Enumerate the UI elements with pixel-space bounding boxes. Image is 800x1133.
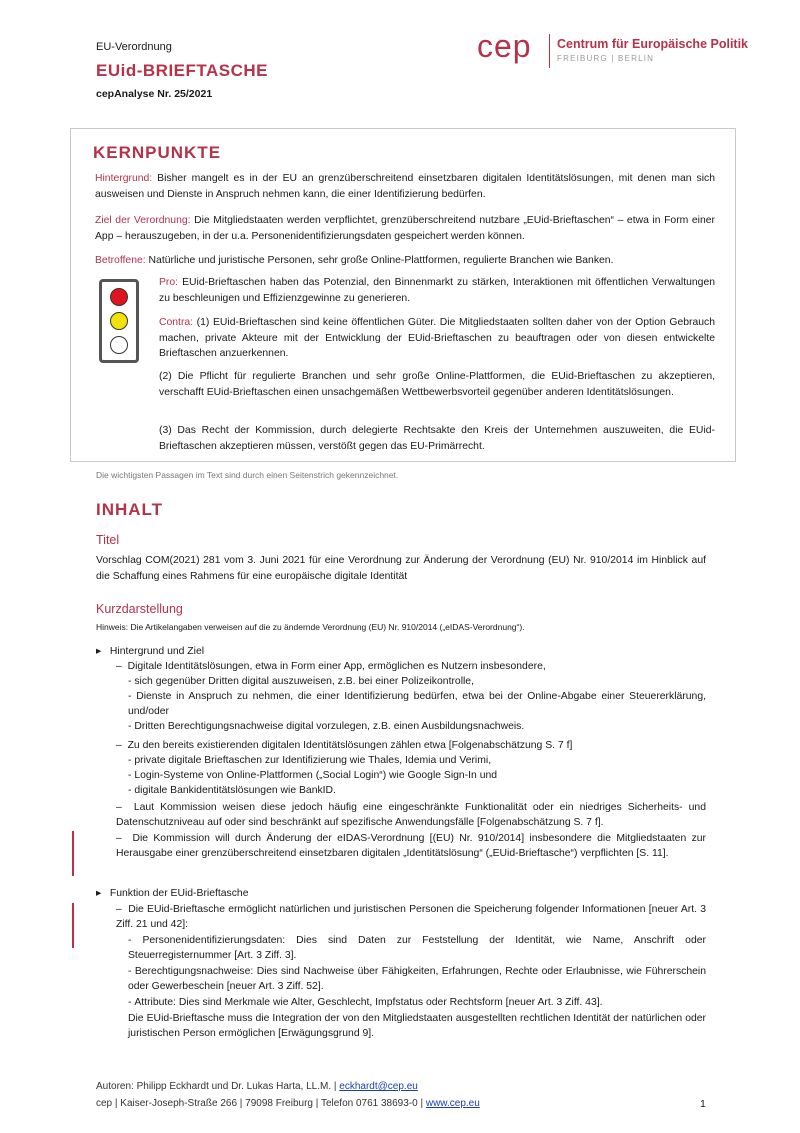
list-item-text: Dritten Berechtigungsnachweise digital vorzulegen, z.B. einen Ausbildungsnachweis. — [134, 721, 525, 732]
document-title: EUid-BRIEFTASCHE — [96, 61, 269, 80]
list-item-dash: – Die Kommission will durch Änderung der eIDAS-Verordnung [(EU) Nr. 910/2014] insbesondere die Mitgliedstaaten zur Herausgabe einer grenzüberschreitend einsetzbaren digitalen „Identitätslösung“ („EUid-Brieftasche“) verpflichten [S. 11]. — [116, 833, 706, 859]
list-item-sub: - Personenidentifizierungsdaten: Dies sind Daten zur Feststellung der Identität, wie Name, Anschrift oder Steuerregisternummer [Art. 3 Ziff. 3]. — [128, 935, 706, 961]
inhalt-title: INHALT — [96, 500, 164, 519]
page-number: 1 — [700, 1098, 706, 1110]
list-item-text: Attribute: Dies sind Merkmale wie Alter, Geschlecht, Impfstatus oder Rechtsform [neuer Art. 3 Ziff. 43]. — [134, 997, 603, 1008]
pro-text: EUid-Brieftaschen haben das Potenzial, den Binnenmarkt zu stärken, Interaktionen mit öffentlichen Verwaltungen zu beschleunigen und Effizienzgewinne zu generieren. — [159, 277, 715, 304]
cep-logo — [477, 30, 747, 72]
logo-divider — [549, 34, 550, 68]
betroffene-paragraph — [95, 253, 715, 269]
list-item-text: sich gegenüber Dritten digital auszuweisen, z.B. bei einer Polizeikontrolle, — [134, 676, 474, 687]
list-item-text: Personenidentifizierungsdaten: Dies sind Daten zur Feststellung der Identität, wie Name, Anschrift oder Steuerregisternummer [Art. 3 Ziff. 3]. — [128, 935, 706, 961]
contra-text-1: (1) EUid-Brieftaschen sind keine öffentlichen Güter. Die Mitgliedstaaten sollten daher von der Option Gebrauch machen, private Akteure mit der Entwicklung der EUid-Brieftaschen zu beauftragen oder von diesen entwickelte Brieftaschen anzuerkennen. — [159, 317, 716, 359]
list-item-text: private digitale Brieftaschen zur Identifizierung wie Thales, Idemia und Verimi, — [134, 755, 492, 766]
importance-sidebar-mark — [72, 903, 74, 948]
traffic-light-icon — [99, 279, 139, 363]
traffic-light-red-lamp — [110, 288, 128, 306]
list-item-text: Digitale Identitätslösungen, etwa in Form einer App, ermöglichen es Nutzern insbesondere, — [127, 661, 546, 672]
footer-email-link[interactable]: eckhardt@cep.eu — [339, 1081, 418, 1092]
list-item-sub: - sich gegenüber Dritten digital auszuweisen, z.B. bei einer Polizeikontrolle, — [128, 676, 474, 687]
list-item-sub: - private digitale Brieftaschen zur Identifizierung wie Thales, Idemia und Verimi, — [128, 755, 492, 766]
hintergrund-paragraph — [95, 171, 715, 202]
hintergrund-label: Hintergrund: — [95, 173, 153, 184]
list-item-dash: – Digitale Identitätslösungen, etwa in Form einer App, ermöglichen es Nutzern insbesondere, — [116, 661, 546, 672]
list-item-sub: - Berechtigungsnachweise: Dies sind Nachweise über Fähigkeiten, Erfahrungen, Rechte oder Erlaubnisse, wie Führerschein oder Gewerbeschein [neuer Art. 3 Ziff. 52]. — [128, 966, 706, 992]
list-item-text: Login-Systeme von Online-Plattformen („Social Login“) wie Google Sign-In und — [134, 770, 498, 781]
traffic-light-green-lamp-off — [110, 336, 128, 354]
logo-cities: FREIBURG | BERLIN — [557, 54, 655, 63]
list-item-text: Die Kommission will durch Änderung der eIDAS-Verordnung [(EU) Nr. 910/2014] insbesondere die Mitgliedstaaten zur Herausgabe einer grenzüberschreitend einsetzbaren digitalen „Identitätslösung“ („EUid-Brieftasche“) verpflichten [S. 11]. — [116, 833, 706, 859]
list-item-text: Die EUid-Brieftasche ermöglicht natürlichen und juristischen Personen die Speicherung folgender Informationen [neuer Art. 3 Ziff. 21 und 42]: — [116, 904, 706, 930]
pro-label: Pro: — [159, 277, 179, 288]
ziel-text: Die Mitgliedstaaten werden verpflichtet, grenzüberschreitend nutzbare „EUid-Brieftaschen“ – etwa in Form einer App – herauszugeben, in der u.a. Personenidentifizierungsdaten gespeichert werden können. — [95, 215, 715, 242]
sidebar-note: Die wichtigsten Passagen im Text sind durch einen Seitenstrich gekennzeichnet. — [96, 470, 399, 480]
traffic-light-yellow-lamp — [110, 312, 128, 330]
hintergrund-text: Bisher mangelt es in der EU an grenzüberschreitend einsetzbaren digitalen Identitätslösungen, mit denen man sich ausweisen und Dienste in Anspruch nehmen kann, die einer Identifizierung bedürfen. — [95, 173, 715, 200]
list-item-sub: - digitale Bankidentitätslösungen wie BankID. — [128, 785, 336, 796]
kernpunkte-box — [70, 128, 736, 462]
list-item-text: Laut Kommission weisen diese jedoch häufig eine eingeschränkte Funktionalität oder ein niedriges Sicherheits- und Datenschutzniveau auf oder sind beschränkt auf spezifische Anwendungsfälle [Folgenabschätzung S. 7 f]. — [116, 802, 706, 828]
ziel-label: Ziel der Verordnung: — [95, 215, 191, 226]
document-kicker: EU-Verordnung — [96, 41, 172, 53]
footer-address-text: cep | Kaiser-Joseph-Straße 266 | 79098 Freiburg | Telefon 0761 38693-0 | — [96, 1098, 424, 1109]
contra-paragraph-2: (2) Die Pflicht für regulierte Branchen und sehr große Online-Plattformen, die EUid-Brieftaschen zu akzeptieren, verschafft EUid-Brieftaschen einen unsachgemäßen Wettbewerbsvorteil gegenüber anderen Identitätslösungen. — [159, 371, 715, 398]
footer-authors-text: Autoren: Philipp Eckhardt und Dr. Lukas Harta, LL.M. | — [96, 1081, 337, 1092]
kernpunkte-title: KERNPUNKTE — [93, 143, 222, 162]
pro-paragraph — [159, 275, 715, 306]
titel-heading: Titel — [96, 533, 120, 547]
footer-authors — [96, 1081, 418, 1092]
importance-sidebar-mark — [72, 831, 74, 876]
logo-wordmark: cep — [477, 28, 532, 64]
list-item-text: Zu den bereits existierenden digitalen Identitätslösungen zählen etwa [Folgenabschätzung S. 7 f] — [127, 740, 573, 751]
list-item-sub: - Login-Systeme von Online-Plattformen („Social Login“) wie Google Sign-In und — [128, 770, 498, 781]
list-item-paragraph: Die EUid-Brieftasche muss die Integration der von den Mitgliedstaaten ausgestellten rechtlichen Identität der natürlichen oder juristischen Person ermöglichen [Erwägungsgrund 9]. — [128, 1013, 706, 1039]
list-item-text: digitale Bankidentitätslösungen wie BankID. — [134, 785, 336, 796]
kurzdarstellung-heading: Kurzdarstellung — [96, 602, 183, 616]
list-item-text: Berechtigungsnachweise: Dies sind Nachweise über Fähigkeiten, Erfahrungen, Rechte oder Erlaubnisse, wie Führerschein oder Gewerbeschein [neuer Art. 3 Ziff. 52]. — [128, 966, 706, 992]
list-item-sub: - Dritten Berechtigungsnachweise digital vorzulegen, z.B. einen Ausbildungsnachweis. — [128, 721, 525, 732]
section-1-title-text: Hintergrund und Ziel — [109, 646, 205, 657]
list-item-dash: – Zu den bereits existierenden digitalen Identitätslösungen zählen etwa [Folgenabschätzung S. 7 f] — [116, 740, 573, 751]
list-item-dash: – Laut Kommission weisen diese jedoch häufig eine eingeschränkte Funktionalität oder ein niedriges Sicherheits- und Datenschutzniveau auf oder sind beschränkt auf spezifische Anwendungsfälle [Folgenabschätzung S. 7 f]. — [116, 802, 706, 828]
ziel-paragraph — [95, 213, 715, 244]
list-item-text: Dienste in Anspruch zu nehmen, die einer Identifizierung bedürfen, etwa bei der Online-Abgabe einer Steuererklärung, und/oder — [128, 691, 706, 717]
contra-paragraph-3: (3) Das Recht der Kommission, durch delegierte Rechtsakte den Kreis der Unternehmen auszuweiten, die EUid-Brieftaschen akzeptieren müssen, verstößt gegen das EU-Primärrecht. — [159, 425, 715, 452]
section-2-title: ▸ Funktion der EUid-Brieftasche — [96, 888, 249, 899]
hinweis-text: Hinweis: Die Artikelangaben verweisen auf die zu ändernde Verordnung (EU) Nr. 910/2014 („eIDAS-Verordnung“). — [96, 622, 525, 632]
titel-text: Vorschlag COM(2021) 281 vom 3. Juni 2021 für eine Verordnung zur Änderung der Verordnung (EU) Nr. 910/2014 im Hinblick auf die Schaffung eines Rahmens für eine europäische digitale Identität — [96, 555, 706, 582]
logo-organization-name: Centrum für Europäische Politik — [557, 37, 749, 51]
contra-label: Contra: — [159, 317, 194, 328]
list-item-dash: – Die EUid-Brieftasche ermöglicht natürlichen und juristischen Personen die Speicherung folgender Informationen [neuer Art. 3 Ziff. 21 und 42]: — [116, 904, 706, 930]
betroffene-label: Betroffene: — [95, 255, 146, 266]
betroffene-text: Natürliche und juristische Personen, sehr große Online-Plattformen, regulierte Branchen wie Banken. — [148, 255, 614, 266]
list-item-sub: - Attribute: Dies sind Merkmale wie Alter, Geschlecht, Impfstatus oder Rechtsform [neuer Art. 3 Ziff. 43]. — [128, 997, 603, 1008]
contra-paragraph-1 — [159, 315, 715, 362]
document-number: cepAnalyse Nr. 25/2021 — [96, 88, 213, 100]
footer-address — [96, 1098, 480, 1109]
section-1-title: ▸ Hintergrund und Ziel — [96, 646, 205, 657]
footer-web-link[interactable]: www.cep.eu — [425, 1098, 480, 1109]
list-item-sub: - Dienste in Anspruch zu nehmen, die einer Identifizierung bedürfen, etwa bei der Online-Abgabe einer Steuererklärung, und/oder — [128, 691, 706, 717]
section-2-title-text: Funktion der EUid-Brieftasche — [109, 888, 249, 899]
